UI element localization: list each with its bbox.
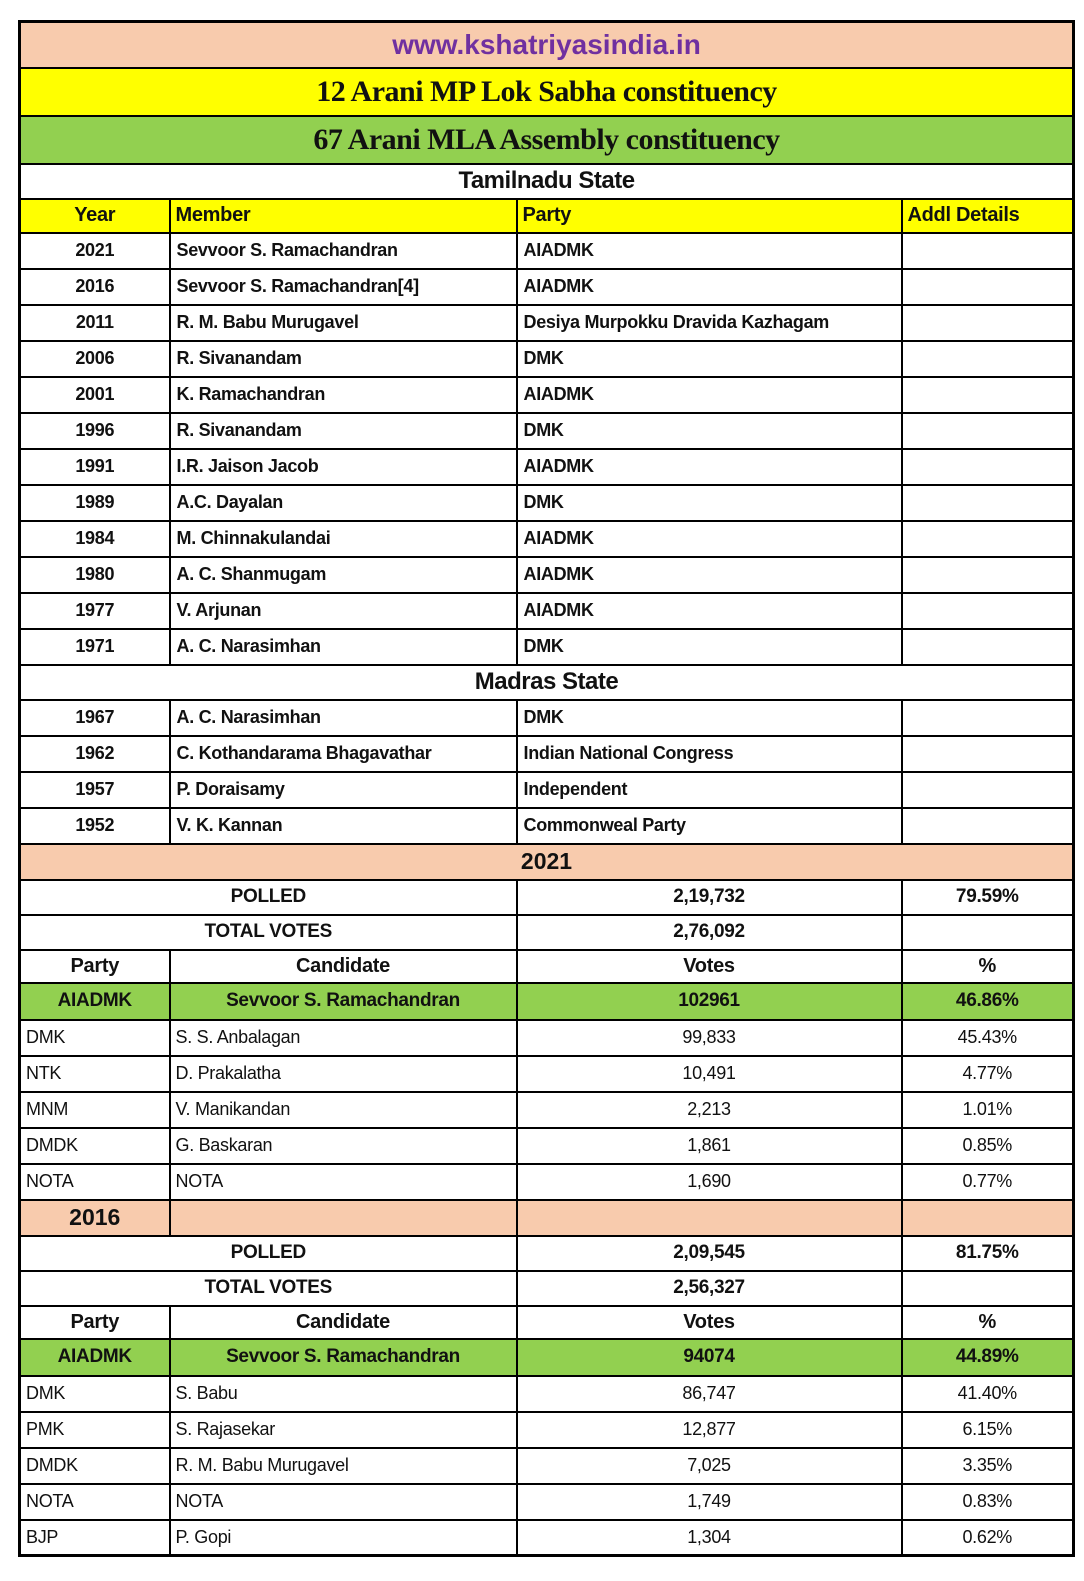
member-name: R. M. Babu Murugavel [170,305,517,341]
member-row [20,808,1074,844]
member-year: 1991 [20,449,170,485]
member-party: DMK [517,413,902,449]
result-votes: 7,025 [517,1448,902,1484]
member-addl [902,485,1074,521]
result-candidate: D. Prakalatha [170,1056,517,1092]
member-year: 1952 [20,808,170,844]
result-party: AIADMK [20,1339,170,1376]
result-candidate: S. Rajasekar [170,1412,517,1448]
result-row [20,1484,1074,1520]
total-votes-percent [902,1271,1074,1306]
results-header-votes: Votes [517,950,902,983]
column-header-party: Party [517,199,902,233]
member-party: Indian National Congress [517,736,902,772]
member-name: I.R. Jaison Jacob [170,449,517,485]
total-votes-value: 2,76,092 [517,915,902,950]
member-addl [902,269,1074,305]
member-party: AIADMK [517,449,902,485]
member-name: A. C. Narasimhan [170,629,517,665]
polled-label: POLLED [20,1236,517,1271]
member-party: Commonweal Party [517,808,902,844]
member-name: A. C. Shanmugam [170,557,517,593]
member-addl [902,341,1074,377]
result-row [20,1448,1074,1484]
member-year: 2016 [20,269,170,305]
result-percent: 3.35% [902,1448,1074,1484]
result-candidate: NOTA [170,1484,517,1520]
member-year: 1967 [20,700,170,736]
column-header-year: Year [20,199,170,233]
member-party: AIADMK [517,233,902,269]
member-addl [902,772,1074,808]
result-party: DMK [20,1020,170,1056]
result-party: DMDK [20,1128,170,1164]
member-row [20,521,1074,557]
result-votes: 10,491 [517,1056,902,1092]
result-percent: 0.62% [902,1520,1074,1556]
member-year: 1980 [20,557,170,593]
polled-label: POLLED [20,880,517,915]
member-year: 1971 [20,629,170,665]
member-addl [902,700,1074,736]
member-name: C. Kothandarama Bhagavathar [170,736,517,772]
member-name: V. Arjunan [170,593,517,629]
results-header-votes: Votes [517,1306,902,1339]
column-header-member: Member [170,199,517,233]
member-addl [902,808,1074,844]
result-party: PMK [20,1412,170,1448]
member-row [20,700,1074,736]
member-addl [902,521,1074,557]
result-row [20,1376,1074,1412]
result-votes: 86,747 [517,1376,902,1412]
member-addl [902,377,1074,413]
winner-row [20,1339,1074,1376]
results-header-percent: % [902,950,1074,983]
results-header-party: Party [20,1306,170,1339]
result-party: BJP [20,1520,170,1556]
member-row [20,485,1074,521]
polled-percent: 81.75% [902,1236,1074,1271]
result-percent: 41.40% [902,1376,1074,1412]
member-name: V. K. Kannan [170,808,517,844]
result-percent: 45.43% [902,1020,1074,1056]
member-row [20,593,1074,629]
mla-constituency-banner: 67 Arani MLA Assembly constituency [20,116,1074,164]
member-year: 1957 [20,772,170,808]
result-votes: 94074 [517,1339,902,1376]
member-name: Sevvoor S. Ramachandran [170,233,517,269]
member-row [20,557,1074,593]
member-year: 2001 [20,377,170,413]
member-row [20,413,1074,449]
member-year: 2021 [20,233,170,269]
result-candidate: G. Baskaran [170,1128,517,1164]
member-year: 1989 [20,485,170,521]
results-header-party: Party [20,950,170,983]
member-row [20,269,1074,305]
member-addl [902,449,1074,485]
member-row [20,233,1074,269]
result-candidate: V. Manikandan [170,1092,517,1128]
total-votes-label: TOTAL VOTES [20,915,517,950]
result-votes: 1,749 [517,1484,902,1520]
results-header-candidate: Candidate [170,950,517,983]
result-row [20,1164,1074,1200]
result-party: DMK [20,1376,170,1412]
result-candidate: S. Babu [170,1376,517,1412]
member-party: AIADMK [517,521,902,557]
result-votes: 1,304 [517,1520,902,1556]
member-year: 2011 [20,305,170,341]
member-name: Sevvoor S. Ramachandran[4] [170,269,517,305]
member-name: R. Sivanandam [170,341,517,377]
member-party: AIADMK [517,377,902,413]
state-header-madras: Madras State [20,665,1074,700]
column-header-addl-details: Addl Details [902,199,1074,233]
member-year: 1977 [20,593,170,629]
member-party: Independent [517,772,902,808]
result-party: NTK [20,1056,170,1092]
member-year: 1996 [20,413,170,449]
member-row [20,449,1074,485]
member-addl [902,593,1074,629]
mp-constituency-banner: 12 Arani MP Lok Sabha constituency [20,68,1074,116]
result-candidate: P. Gopi [170,1520,517,1556]
result-percent: 6.15% [902,1412,1074,1448]
member-name: A. C. Narasimhan [170,700,517,736]
total-votes-label: TOTAL VOTES [20,1271,517,1306]
result-votes: 12,877 [517,1412,902,1448]
member-year: 1962 [20,736,170,772]
member-name: M. Chinnakulandai [170,521,517,557]
result-row [20,1520,1074,1556]
winner-row [20,983,1074,1020]
member-party: DMK [517,700,902,736]
result-votes: 1,861 [517,1128,902,1164]
result-percent: 0.85% [902,1128,1074,1164]
result-candidate: NOTA [170,1164,517,1200]
result-party: DMDK [20,1448,170,1484]
member-addl [902,413,1074,449]
total-votes-value: 2,56,327 [517,1271,902,1306]
result-votes: 2,213 [517,1092,902,1128]
member-addl [902,736,1074,772]
results-header-percent: % [902,1306,1074,1339]
result-candidate: Sevvoor S. Ramachandran [170,1339,517,1376]
result-row [20,1020,1074,1056]
result-row [20,1412,1074,1448]
result-party: AIADMK [20,983,170,1020]
result-percent: 44.89% [902,1339,1074,1376]
website-banner: www.kshatriyasindia.in [20,22,1074,68]
member-row [20,772,1074,808]
polled-percent: 79.59% [902,880,1074,915]
member-addl [902,305,1074,341]
result-party: NOTA [20,1484,170,1520]
member-row [20,629,1074,665]
result-row [20,1128,1074,1164]
member-addl [902,557,1074,593]
total-votes-percent [902,915,1074,950]
result-row [20,1092,1074,1128]
member-name: P. Doraisamy [170,772,517,808]
result-percent: 0.83% [902,1484,1074,1520]
member-addl [902,629,1074,665]
member-party: AIADMK [517,269,902,305]
member-row [20,341,1074,377]
member-row [20,377,1074,413]
result-percent: 4.77% [902,1056,1074,1092]
result-candidate: S. S. Anbalagan [170,1020,517,1056]
member-name: K. Ramachandran [170,377,517,413]
member-year: 1984 [20,521,170,557]
member-party: DMK [517,341,902,377]
polled-votes: 2,09,545 [517,1236,902,1271]
result-candidate: R. M. Babu Murugavel [170,1448,517,1484]
member-party: DMK [517,629,902,665]
result-party: NOTA [20,1164,170,1200]
result-candidate: Sevvoor S. Ramachandran [170,983,517,1020]
member-party: DMK [517,485,902,521]
result-percent: 46.86% [902,983,1074,1020]
member-year: 2006 [20,341,170,377]
result-party: MNM [20,1092,170,1128]
result-votes: 99,833 [517,1020,902,1056]
member-name: A.C. Dayalan [170,485,517,521]
member-party: AIADMK [517,557,902,593]
state-header-tamilnadu: Tamilnadu State [20,164,1074,199]
result-row [20,1056,1074,1092]
member-addl [902,233,1074,269]
result-votes: 1,690 [517,1164,902,1200]
polled-votes: 2,19,732 [517,880,902,915]
member-name: R. Sivanandam [170,413,517,449]
election-year-header-2021: 2021 [20,844,1074,880]
constituency-table [18,20,1075,1557]
member-row [20,305,1074,341]
result-percent: 1.01% [902,1092,1074,1128]
member-row [20,736,1074,772]
result-votes: 102961 [517,983,902,1020]
member-party: Desiya Murpokku Dravida Kazhagam [517,305,902,341]
member-party: AIADMK [517,593,902,629]
election-year-header-2016: 2016 [20,1200,170,1236]
results-header-candidate: Candidate [170,1306,517,1339]
result-percent: 0.77% [902,1164,1074,1200]
